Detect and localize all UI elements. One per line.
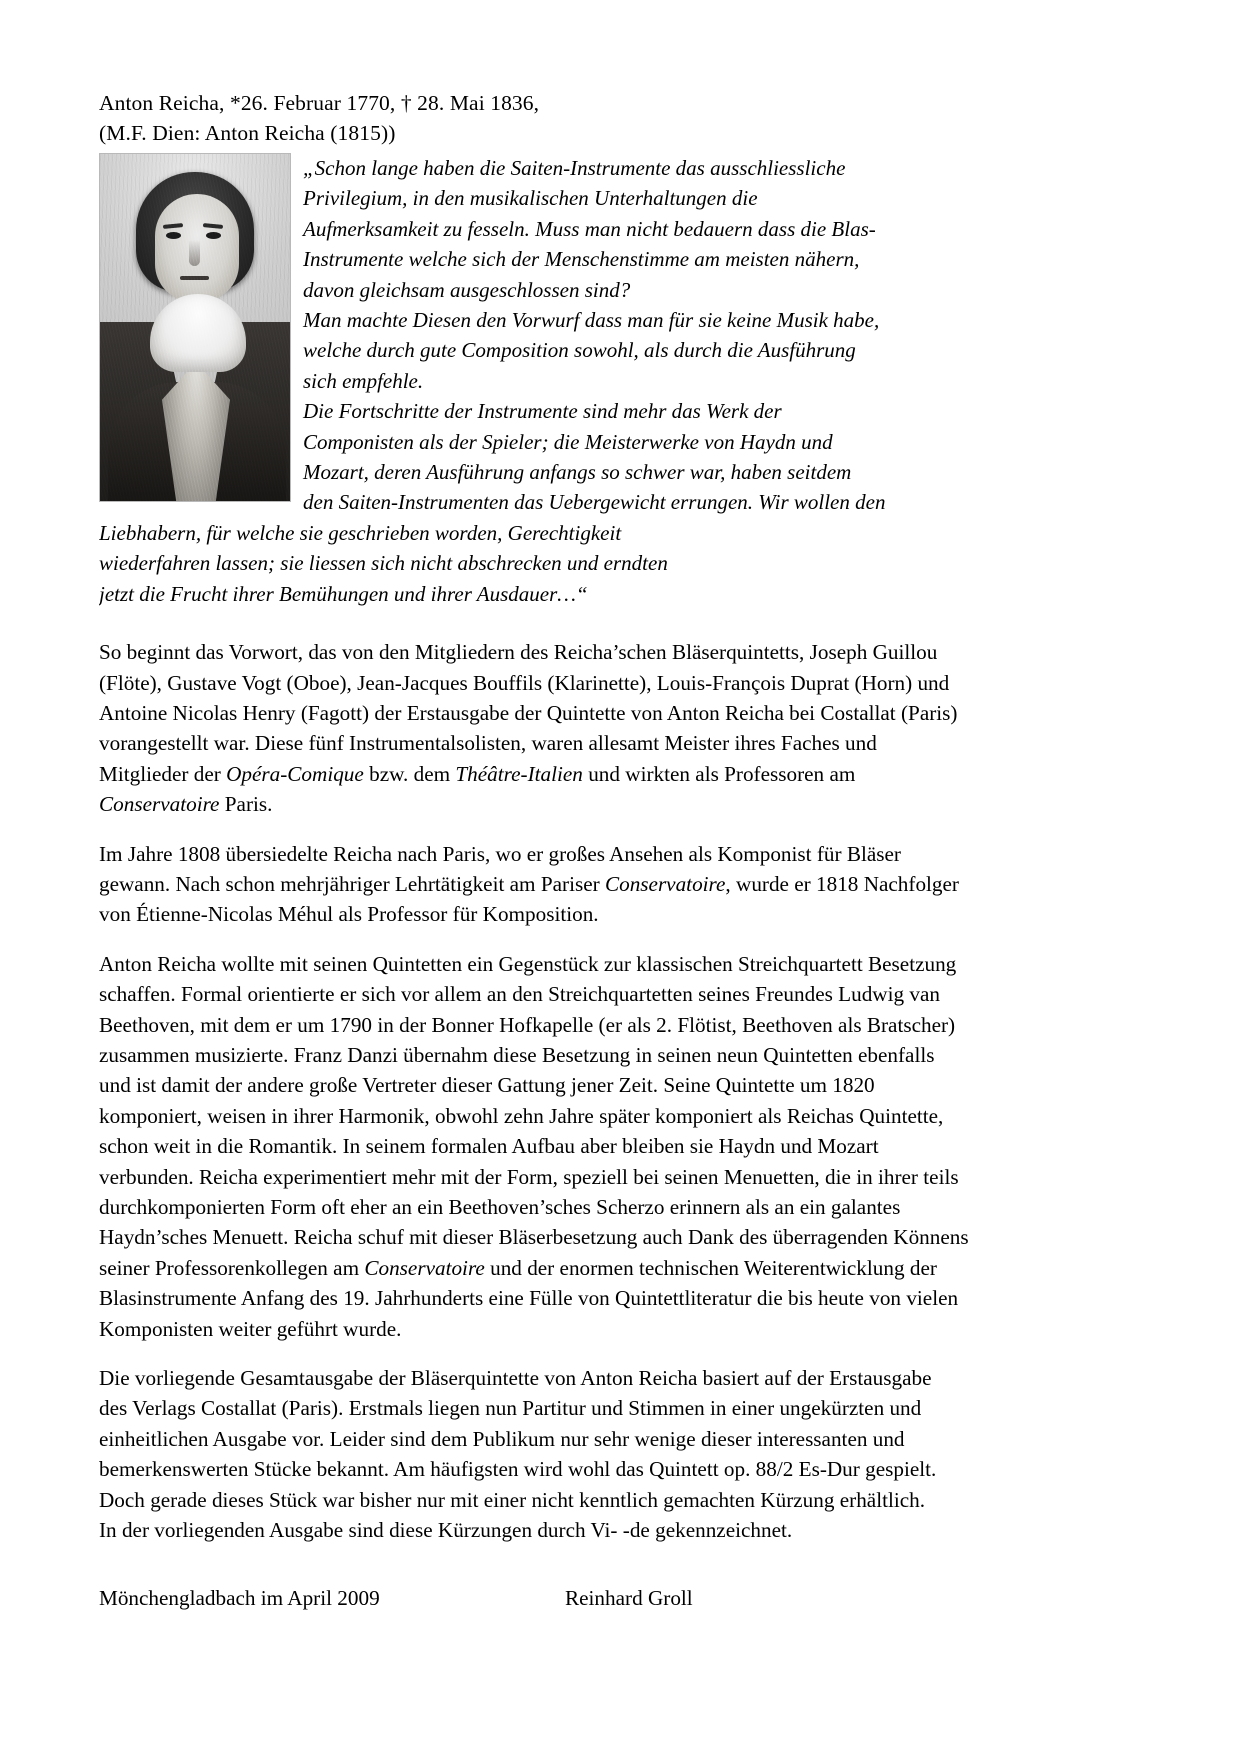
text-run: Die vorliegende Gesamtausgabe der Bläserquintette von Anton Reicha basiert auf der Erstausgabe — [99, 1366, 932, 1391]
text-run: Mitglieder der — [99, 761, 227, 786]
quote-line: welche durch gute Composition sowohl, als durch die Ausführung — [303, 338, 856, 363]
paragraph-line — [99, 1515, 1021, 1545]
paragraph-line — [99, 1283, 1021, 1313]
paragraph-line — [99, 1131, 1021, 1161]
text-run: schon weit in die Romantik. In seinem formalen Aufbau aber bleiben sie Haydn und Mozart — [99, 1134, 879, 1159]
emphasis-text: Opéra-Comique — [226, 761, 364, 786]
header-line-portrait-credit: (M.F. Dien: Anton Reicha (1815)) — [99, 121, 396, 145]
quote-line: Componisten als der Spieler; die Meisterwerke von Haydn und — [303, 429, 833, 454]
text-run: Im Jahre 1808 übersiedelte Reicha nach Paris, wo er großes Ansehen als Komponist für Bläser — [99, 841, 901, 866]
paragraph-quintette — [99, 949, 1021, 1344]
portrait-image — [99, 153, 291, 502]
paragraph-line — [99, 979, 1021, 1009]
paragraph-line — [99, 1192, 1021, 1222]
quote-line: Mozart, deren Ausführung anfangs so schwer war, haben seitdem — [303, 460, 852, 485]
quote-line: Aufmerksamkeit zu fesseln. Muss man nicht bedauern dass die Blas- — [303, 216, 876, 241]
text-run: zusammen musizierte. Franz Danzi übernahm diese Besetzung in seinen neun Quintetten ebenfalls — [99, 1042, 935, 1067]
text-run: von Étienne-Nicolas Méhul als Professor für Komposition. — [99, 902, 599, 927]
quote-line: jetzt die Frucht ihrer Bemühungen und ihrer Ausdauer…“ — [99, 581, 588, 606]
paragraph-gesamtausgabe — [99, 1363, 1021, 1545]
document-body — [99, 637, 1021, 1545]
text-run: schaffen. Formal orientierte er sich vor allem an den Streichquartetten seines Freundes Ludwig van — [99, 982, 940, 1007]
text-run: bzw. dem — [363, 761, 456, 786]
emphasis-text: Conservatoire — [604, 871, 726, 896]
paragraph-line — [99, 949, 1021, 979]
document-header — [99, 88, 1021, 148]
text-run: Blasinstrumente Anfang des 19. Jahrhunderts eine Fülle von Quintettliteratur die bis heute von vielen — [99, 1286, 959, 1311]
text-run: So beginnt das Vorwort, das von den Mitgliedern des Reicha’schen Bläserquintetts, Joseph Guillou — [99, 640, 938, 665]
text-run: durchkomponierten Form oft eher an ein Beethoven’sches Scherzo erinnern als an ein galantes — [99, 1195, 901, 1219]
text-run: komponiert, weisen in ihrer Harmonik, obwohl zehn Jahre später komponiert als Reichas Quintette, — [99, 1103, 944, 1128]
paragraph-line — [99, 1070, 1021, 1100]
quote-line: „Schon lange haben die Saiten-Instrumente das ausschliessliche — [303, 156, 846, 180]
text-run: Anton Reicha wollte mit seinen Quintetten ein Gegenstück zur klassischen Streichquartett Besetzung — [99, 951, 957, 976]
paragraph-line — [99, 789, 1021, 819]
paragraph-line — [99, 1314, 1021, 1344]
paragraph-line — [99, 1222, 1021, 1252]
text-run: In der vorliegenden Ausgabe sind diese Kürzungen durch Vi- -de gekennzeichnet. — [99, 1518, 793, 1543]
text-run: und der enormen technischen Weiterentwicklung der — [484, 1255, 937, 1280]
text-run: des Verlags Costallat (Paris). Erstmals liegen nun Partitur und Stimmen in einer ungekürzten und — [99, 1396, 922, 1421]
paragraph-line — [99, 1101, 1021, 1131]
text-run: bemerkenswerten Stücke bekannt. Am häufigsten wird wohl das Quintett op. 88/2 Es-Dur gespielt. — [99, 1457, 937, 1482]
paragraph-paris-1808 — [99, 839, 1021, 930]
paragraph-line — [99, 637, 1021, 667]
paragraph-vorwort — [99, 637, 1021, 819]
quote-line: den Saiten-Instrumenten das Uebergewicht errungen. Wir wollen den — [303, 490, 886, 515]
text-run: seiner Professorenkollegen am — [99, 1255, 365, 1280]
paragraph-line — [99, 1393, 1021, 1423]
quote-line: Instrumente welche sich der Menschenstimme am meisten nähern, — [303, 247, 860, 272]
header-line-name-dates: Anton Reicha, *26. Februar 1770, † 28. Mai 1836, — [99, 91, 540, 115]
text-run: , wurde er 1818 Nachfolger — [725, 871, 959, 896]
paragraph-line — [99, 1010, 1021, 1040]
paragraph-line — [99, 728, 1021, 758]
paragraph-line — [99, 698, 1021, 728]
paragraph-line — [99, 668, 1021, 698]
signature-place-date: Mönchengladbach im April 2009 — [99, 1586, 380, 1611]
text-run: Haydn’sches Menuett. Reicha schuf mit dieser Bläserbesetzung auch Dank des überragenden Könnens — [99, 1225, 969, 1250]
paragraph-line — [99, 1454, 1021, 1484]
text-run: Paris. — [219, 792, 273, 817]
text-run: vorangestellt war. Diese fünf Instrumentalsolisten, waren allesamt Meister ihres Faches und — [99, 731, 877, 756]
paragraph-line — [99, 1253, 1021, 1283]
text-run: einheitlichen Ausgabe vor. Leider sind dem Publikum nur sehr wenige dieser interessanten und — [99, 1426, 905, 1451]
paragraph-line — [99, 1485, 1021, 1515]
quote-line: sich empfehle. — [303, 368, 424, 393]
text-run: und wirkten als Professoren am — [582, 761, 856, 786]
paragraph-line — [99, 869, 1021, 899]
paragraph-line — [99, 759, 1021, 789]
quote-line: Die Fortschritte der Instrumente sind mehr das Werk der — [303, 399, 782, 424]
text-run: verbunden. Reicha experimentiert mehr mit der Form, speziell bei seinen Menuetten, die in ihrer teils — [99, 1164, 959, 1189]
paragraph-line — [99, 1040, 1021, 1070]
document-content — [99, 88, 1021, 1613]
signature-author: Reinhard Groll — [565, 1586, 693, 1611]
signature-line — [99, 1583, 1021, 1613]
text-run: Komponisten weiter geführt wurde. — [99, 1316, 402, 1341]
paragraph-line — [99, 839, 1021, 869]
quote-line: Man machte Diesen den Vorwurf dass man für sie keine Musik habe, — [303, 308, 880, 333]
quote-line: davon gleichsam ausgeschlossen sind? — [303, 277, 631, 302]
quote-line: Privilegium, in den musikalischen Unterhaltungen die — [303, 186, 758, 211]
text-run: (Flöte), Gustave Vogt (Oboe), Jean-Jacques Bouffils (Klarinette), Louis-François Duprat (Horn) und — [99, 670, 950, 695]
paragraph-line — [99, 1363, 1021, 1393]
portrait-engraving-texture — [100, 154, 290, 501]
quote-line: Liebhabern, für welche sie geschrieben worden, Gerechtigkeit — [99, 520, 622, 545]
paragraph-line — [99, 899, 1021, 929]
emphasis-text: Conservatoire — [364, 1255, 485, 1280]
quote-line: wiederfahren lassen; sie liessen sich nicht abschrecken und erndten — [99, 551, 668, 576]
emphasis-text: Théâtre-Italien — [455, 761, 583, 786]
text-run: und ist damit der andere große Vertreter dieser Gattung jener Zeit. Seine Quintette um 1820 — [99, 1073, 875, 1098]
text-run: Doch gerade dieses Stück war bisher nur mit einer nicht kenntlich gemachten Kürzung erhältlich. — [99, 1487, 926, 1512]
portrait-and-quote-block — [99, 153, 1021, 609]
text-run: Beethoven, mit dem er um 1790 in der Bonner Hofkapelle (er als 2. Flötist, Beethoven als Bratscher) — [99, 1012, 956, 1037]
paragraph-line — [99, 1424, 1021, 1454]
text-run: gewann. Nach schon mehrjähriger Lehrtätigkeit am Pariser — [99, 871, 605, 896]
emphasis-text: Conservatoire — [99, 792, 220, 817]
text-run: Antoine Nicolas Henry (Fagott) der Erstausgabe der Quintette von Anton Reicha bei Costallat (Paris) — [99, 700, 958, 725]
paragraph-line — [99, 1162, 1021, 1192]
